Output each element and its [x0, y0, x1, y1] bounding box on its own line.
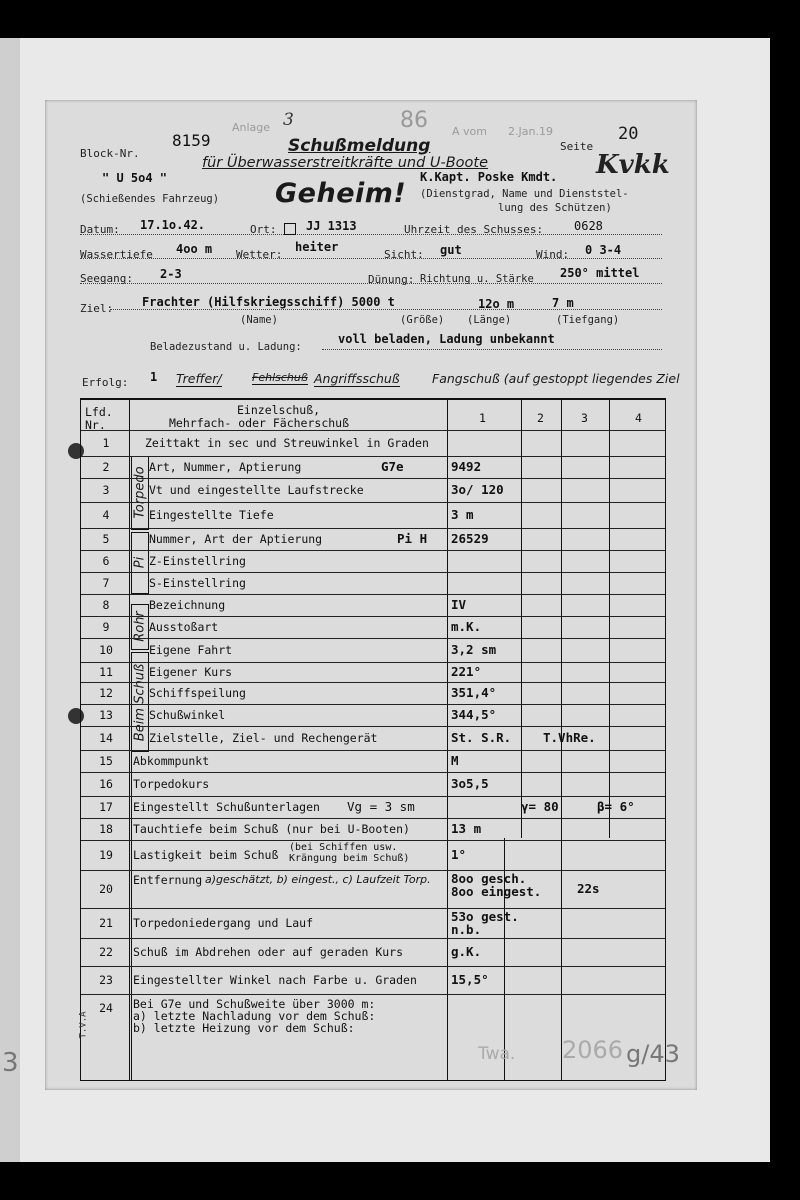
row-value-col1: 3o/ 120 [451, 482, 504, 497]
stamp-number: 2066 [562, 1036, 624, 1064]
row-divider [81, 594, 665, 595]
row-value-col1: 1° [451, 847, 467, 862]
commander-caption-2: lung des Schützen) [498, 202, 612, 214]
row-number: 11 [99, 665, 113, 679]
row-label: Lastigkeit beim Schuß [133, 848, 279, 862]
row-label-line-3: b) letzte Heizung vor dem Schuß: [133, 1021, 355, 1035]
wetter-label: Wetter: [236, 248, 283, 261]
shot-report-table [80, 398, 666, 1081]
row-label: Eingestellt Schußunterlagen [133, 800, 320, 814]
fangschuss: Fangschuß (auf gestoppt liegendes Ziel [432, 371, 680, 386]
header-lfd-2: Nr. [85, 418, 106, 432]
vessel-caption: (Schießendes Fahrzeug) [80, 193, 220, 205]
header-col-3: 3 [581, 411, 588, 425]
row-number: 8 [102, 598, 110, 612]
beladezustand-line [322, 349, 662, 350]
row-divider [81, 938, 665, 939]
row-value-col1: 26529 [451, 531, 489, 546]
wassertiefe-label: Wassertiefe [80, 248, 153, 261]
row-value-col1: γ= 80 [521, 799, 559, 814]
lower-label-divider [131, 750, 132, 1080]
row-divider [81, 572, 665, 573]
row-extra: Vg = 3 sm [347, 799, 415, 814]
row-divider [81, 818, 665, 819]
row-number: 21 [99, 916, 113, 930]
uhrzeit-value: 0628 [574, 219, 603, 233]
row-label: Tauchtiefe beim Schuß (nur bei U-Booten) [133, 822, 410, 836]
row-number: 15 [99, 754, 113, 768]
row-divider [81, 840, 665, 841]
row-label: Bezeichnung [149, 598, 226, 612]
row-value-col1: 8oo gesch. [451, 871, 527, 886]
row-divider [81, 908, 665, 909]
datum-label: Datum: [80, 223, 120, 236]
commander-caption-1: (Dienstgrad, Name und Dienststel- [420, 188, 629, 200]
row-number: 6 [102, 554, 110, 568]
group-torpedo [131, 456, 149, 530]
row-label: S-Einstellring [149, 576, 246, 590]
row-number: 13 [99, 708, 113, 722]
anlage-label: Anlage [232, 121, 271, 134]
row-label: Art, Nummer, Aptierung [149, 460, 302, 474]
row-value-col1: 3,2 sm [451, 642, 497, 657]
row-value-col1: M [451, 753, 459, 768]
row-label: Eingestellte Tiefe [149, 508, 274, 522]
row-number: 7 [102, 576, 110, 590]
seite-number: 20 [618, 124, 639, 144]
row-divider [81, 870, 665, 871]
row-number: 17 [99, 800, 113, 814]
erfolg-label: Erfolg: [82, 376, 129, 389]
caption-name: (Name) [240, 314, 278, 326]
wind-label: Wind: [536, 248, 570, 261]
treffer: Treffer/ [176, 371, 222, 386]
wind-value: 0 3-4 [585, 243, 622, 257]
row-divider [81, 796, 665, 797]
erfolg-count: 1 [150, 370, 158, 384]
group-rohr-label: Rohr [132, 611, 148, 642]
row-label: Torpedoniedergang und Lauf [133, 916, 314, 930]
row-label-line-2: a) letzte Nachladung vor dem Schuß: [133, 1009, 376, 1023]
row-value-col1: 15,5° [451, 972, 489, 987]
duenung-label: Dünung: [368, 273, 415, 286]
row-number: 18 [99, 822, 113, 836]
row-number: 20 [99, 882, 113, 896]
row-note: Krängung beim Schuß) [289, 853, 410, 864]
secret-stamp: Geheim! [275, 178, 407, 209]
row-number: 23 [99, 973, 113, 987]
form-number: 86 [400, 108, 428, 133]
row-number: 10 [99, 643, 113, 657]
row-extra: Pi H [397, 531, 428, 546]
group-rohr [131, 604, 149, 650]
block-nr: 8159 [172, 131, 211, 150]
row-number: 12 [99, 686, 113, 700]
row-label: Eigene Fahrt [149, 643, 233, 657]
group-beim-schuss [131, 652, 149, 752]
row-label: Bei G7e und Schußweite über 3000 m: [133, 997, 376, 1011]
row-divider [81, 726, 665, 727]
stamp-year: g/43 [626, 1040, 680, 1068]
row-divider [81, 994, 665, 995]
row-value-col1-line-2: n.b. [451, 922, 482, 937]
row-divider [81, 704, 665, 705]
row-number: 1 [102, 436, 110, 450]
uhrzeit-label: Uhrzeit des Schusses: [404, 223, 544, 236]
row-divider [81, 550, 665, 551]
ziel-laenge: 12o m [478, 297, 515, 311]
caption-groesse: (Größe) [400, 314, 445, 326]
row-label: Eigener Kurs [149, 665, 233, 679]
row-value-col2: 22s [577, 881, 600, 896]
header-col-4: 4 [635, 411, 642, 425]
row-value-col1: 9492 [451, 459, 482, 474]
row-label: Schußwinkel [149, 708, 226, 722]
angriffsschuss: Angriffsschuß [314, 371, 400, 386]
seegang-value: 2-3 [160, 267, 182, 281]
row-label: Vt und eingestellte Laufstrecke [149, 483, 364, 497]
row-label: Eingestellter Winkel nach Farbe u. Graden [133, 973, 417, 987]
row-label: Schiffspeilung [149, 686, 246, 700]
row-divider [81, 478, 665, 479]
row-value-col2: T.VhRe. [543, 730, 596, 745]
stamp-twa: Twa. [478, 1044, 516, 1064]
row-divider [81, 616, 665, 617]
signature: Kvkk [596, 150, 670, 180]
row-number: 22 [99, 945, 113, 959]
seegang-label: Seegang: [80, 272, 133, 285]
row-label: Ausstoßart [149, 620, 219, 634]
row-number: 3 [102, 483, 110, 497]
a-vom-date: 2.Jan.19 [508, 125, 553, 138]
row-label: Abkommpunkt [133, 754, 210, 768]
row-label: Entfernung [133, 873, 203, 887]
block-nr-label: Block-Nr. [80, 147, 140, 160]
row-value-col1: 3 m [451, 507, 474, 522]
duenung-sub: Richtung u. Stärke [420, 273, 534, 285]
wassertiefe-line [80, 258, 662, 259]
row-value-col1: 3o5,5 [451, 776, 489, 791]
row-value-col1: 221° [451, 664, 482, 679]
row-divider [81, 966, 665, 967]
group-pi [131, 532, 149, 594]
row-value-col1: 13 m [451, 821, 482, 836]
header-col-2: 2 [537, 411, 544, 425]
header-col-1: 1 [479, 411, 486, 425]
row-value-col2: β= 6° [597, 799, 635, 814]
row-value-col1: 351,4° [451, 685, 497, 700]
seite-label: Seite [560, 140, 594, 153]
ziel-tiefgang: 7 m [552, 296, 574, 310]
datum-value: 17.1o.42. [140, 218, 206, 232]
row-divider [81, 528, 665, 529]
header-desc-1: Einzelschuß, [237, 403, 321, 417]
row-divider [81, 772, 665, 773]
row-label: Zielstelle, Ziel- und Rechengerät [149, 731, 378, 745]
fehlschuss: Fehlschuß [252, 371, 308, 384]
beladezustand-value: voll beladen, Ladung unbekannt [338, 332, 555, 346]
a-vom-label: A vom [452, 125, 487, 138]
row-label: Z-Einstellring [149, 554, 246, 568]
row-value-col1: St. S.R. [451, 730, 512, 745]
row-divider [81, 456, 665, 457]
row-divider [81, 638, 665, 639]
ort-value: JJ 1313 [306, 219, 357, 233]
row-value-col1: m.K. [451, 619, 482, 634]
caption-laenge: (Länge) [467, 314, 512, 326]
row-label: Nummer, Art der Aptierung [149, 532, 323, 546]
film-edge [0, 38, 20, 1162]
group-beim-schuss-label: Beim Schuß [132, 663, 148, 742]
sicht-value: gut [440, 243, 462, 257]
row-value-col1-line-2: 8oo eingest. [451, 884, 542, 899]
row-label: Schuß im Abdrehen oder auf geraden Kurs [133, 945, 404, 959]
row-divider [81, 682, 665, 683]
row-divider [81, 502, 665, 503]
row-number: 9 [102, 620, 110, 634]
header-divider [81, 430, 665, 431]
row-number: 16 [99, 777, 113, 791]
header-lfd-1: Lfd. [85, 405, 113, 419]
form-subtitle: für Überwasserstreitkräfte und U-Boote [202, 155, 489, 171]
edge-mark: 3 [2, 1048, 19, 1078]
ziel-value: Frachter (Hilfskriegsschiff) 5000 t [142, 295, 395, 309]
row-number: 24 [99, 1001, 113, 1015]
row-number: 14 [99, 731, 113, 745]
row-value-col1: 53o gest. [451, 909, 519, 924]
row-value-col1: g.K. [451, 944, 482, 959]
row-label: Zeittakt in sec und Streuwinkel in Graden [145, 436, 429, 450]
datum-line [80, 234, 662, 235]
vessel-name: " U 5o4 " [102, 171, 168, 185]
ort-checkbox [284, 223, 296, 235]
row-extra: G7e [381, 459, 404, 474]
row-value-col1: IV [451, 597, 467, 612]
ort-label: Ort: [250, 223, 277, 236]
commander-name: K.Kapt. Poske Kmdt. [420, 170, 558, 184]
row-number: 19 [99, 848, 113, 862]
row-number: 2 [102, 460, 110, 474]
sicht-label: Sicht: [384, 248, 424, 261]
anlage-number: 3 [283, 110, 294, 130]
caption-tiefgang: (Tiefgang) [556, 314, 620, 326]
row-divider [81, 750, 665, 751]
group-pi-label: Pi [132, 556, 148, 569]
row-label: Torpedokurs [133, 777, 210, 791]
duenung-value: 250° mittel [560, 266, 640, 280]
ziel-label: Ziel: [80, 302, 114, 315]
row-label-line-2: a)geschätzt, b) eingest., c) Laufzeit Torp. [205, 873, 431, 886]
tva-mark: T.V.A [78, 1011, 89, 1039]
row-divider [81, 662, 665, 663]
header-desc-2: Mehrfach- oder Fächerschuß [169, 416, 350, 430]
row-value-col1: 344,5° [451, 707, 497, 722]
beladezustand-label: Beladezustand u. Ladung: [150, 341, 302, 353]
form-title: Schußmeldung [288, 136, 431, 156]
row-note: (bei Schiffen usw. [289, 842, 398, 853]
row-number: 4 [102, 508, 110, 522]
group-torpedo-label: Torpedo [132, 466, 148, 519]
row-number: 5 [102, 532, 110, 546]
wassertiefe-value: 4oo m [176, 242, 213, 256]
wetter-value: heiter [295, 240, 339, 254]
ziel-line [110, 309, 662, 310]
